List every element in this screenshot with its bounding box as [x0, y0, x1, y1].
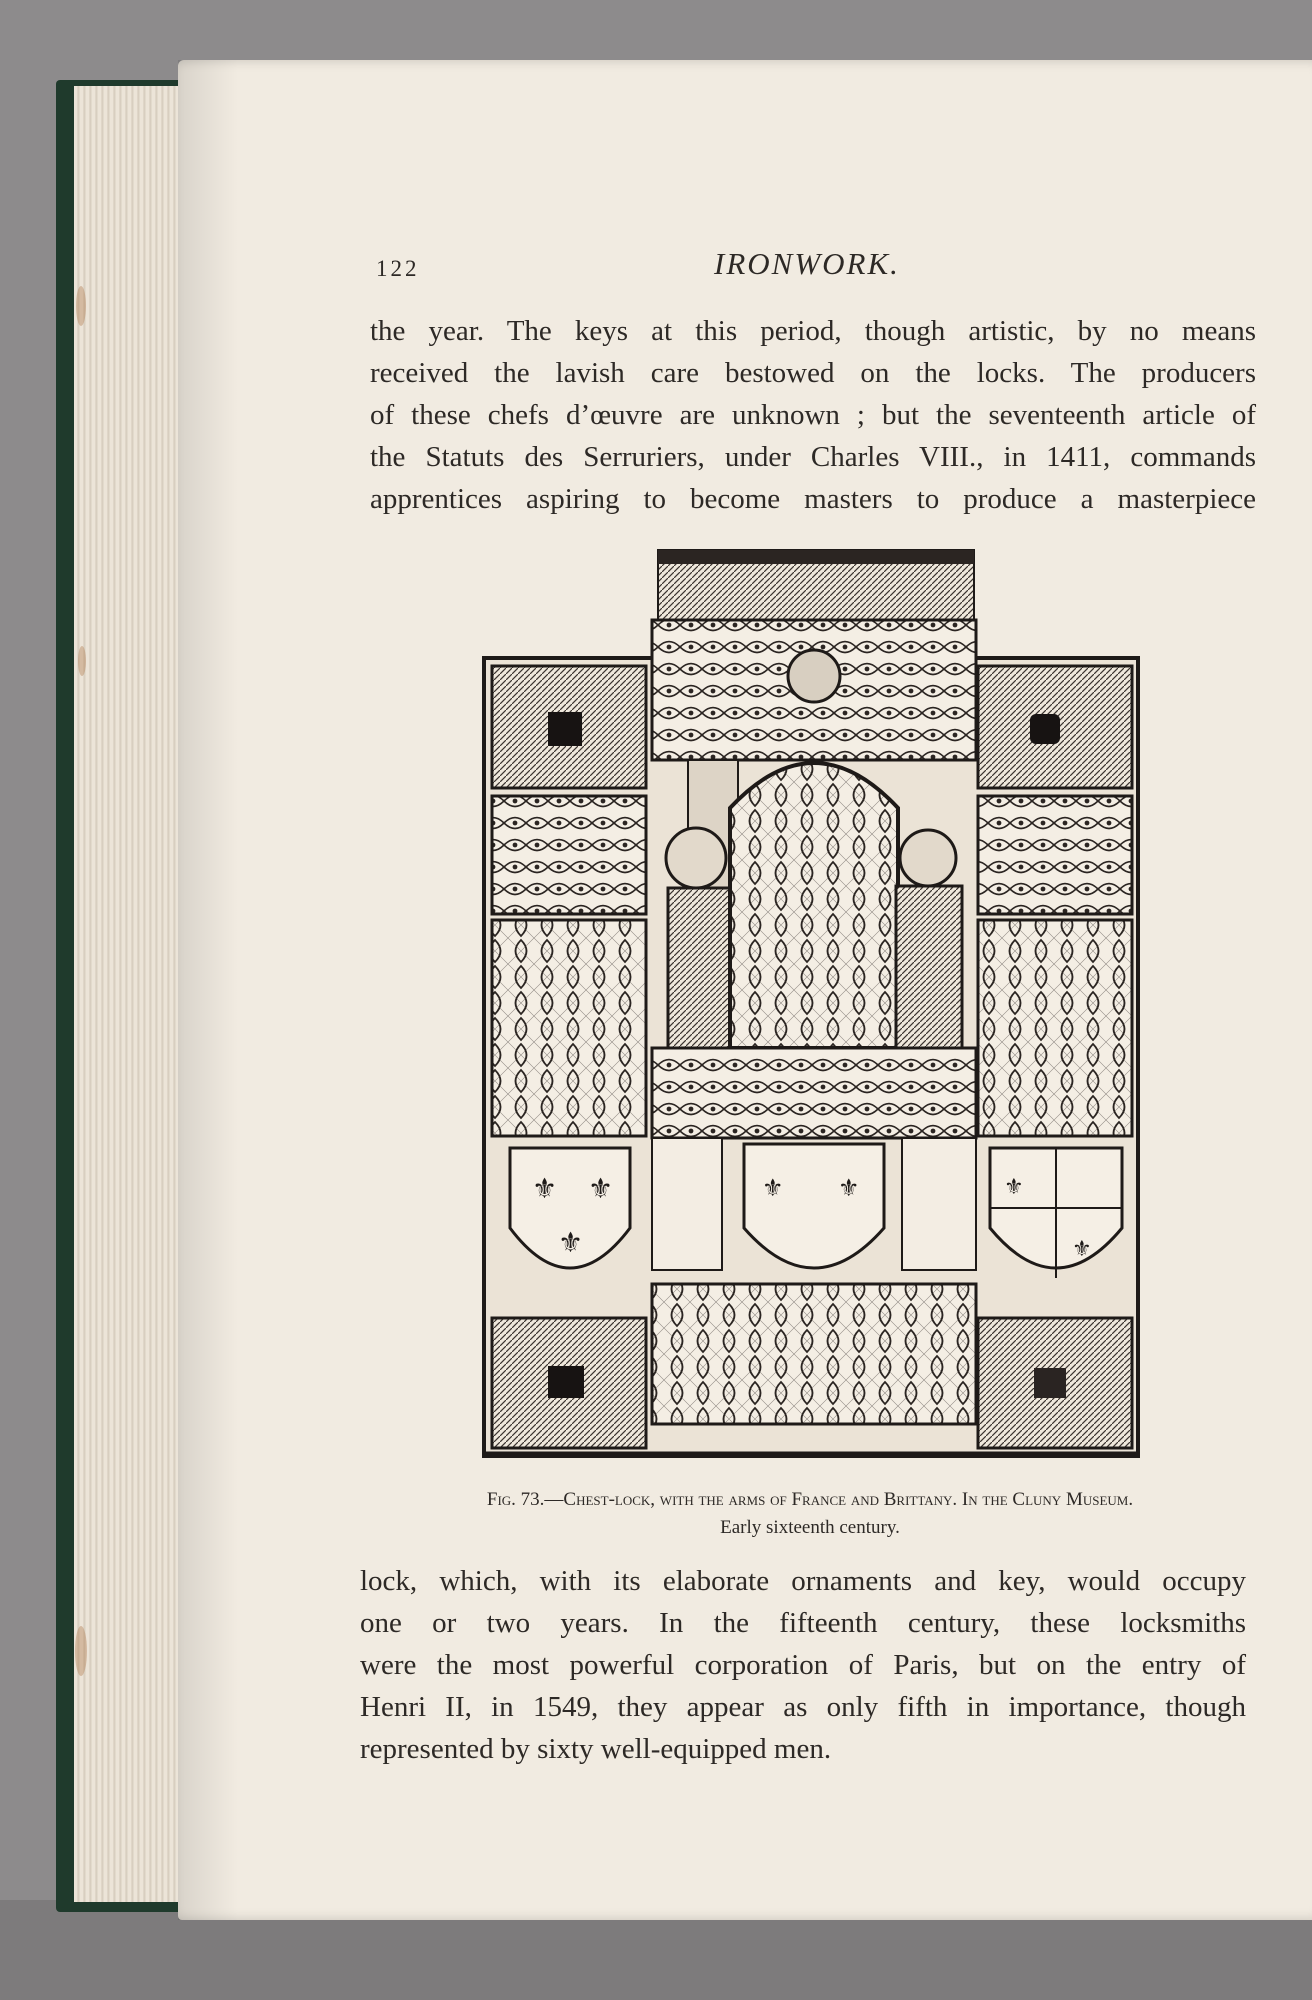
gutter-shadow — [178, 60, 238, 1920]
right-column — [978, 666, 1132, 1448]
text-line: Henri II, in 1549, they appear as only fifth in importance, though — [360, 1691, 1246, 1723]
center-column — [652, 620, 976, 1424]
chest-lock-illustration — [482, 548, 1140, 1460]
svg-text:⚜: ⚜ — [532, 1172, 558, 1205]
svg-text:⚜: ⚜ — [1072, 1237, 1092, 1262]
keyhole — [548, 712, 582, 746]
keyhole — [1034, 1368, 1066, 1398]
text-line: of these chefs d’œuvre are unknown ; but the seventeenth article of — [370, 399, 1256, 431]
paragraph-top — [370, 310, 1256, 520]
page-edges — [74, 86, 184, 1902]
saint-figure-body — [668, 888, 730, 1058]
cornice — [658, 550, 974, 620]
text-line: apprentices aspiring to become masters to produce a masterpiece — [370, 483, 1256, 515]
saint-figure-body — [896, 886, 962, 1066]
left-column — [492, 666, 646, 1448]
svg-text:⚜: ⚜ — [558, 1226, 584, 1259]
figure-caption — [370, 1486, 1250, 1542]
keyhole — [548, 1366, 584, 1398]
arms-shield-center — [744, 1144, 884, 1268]
svg-text:⚜: ⚜ — [838, 1174, 860, 1202]
caption-line: Early sixteenth century. — [720, 1517, 900, 1538]
page-number: 122 — [376, 256, 420, 281]
text-line: lock, which, with its elaborate ornaments and key, would occupy — [360, 1565, 1246, 1597]
svg-text:⚜: ⚜ — [1004, 1175, 1024, 1200]
keyhole — [1030, 714, 1060, 744]
foxing-stain — [78, 646, 86, 676]
text-line: the Statuts des Serruriers, under Charles VIII., in 1411, commands — [370, 441, 1256, 473]
text-line: one or two years. In the fifteenth century, these locksmiths — [360, 1607, 1246, 1639]
saint-figure-head — [900, 830, 956, 886]
carved-head — [788, 650, 840, 702]
paragraph-bottom — [360, 1560, 1246, 1770]
svg-text:⚜: ⚜ — [762, 1174, 784, 1202]
text-line: represented by sixty well-equipped men. — [360, 1733, 832, 1765]
text-line: were the most powerful corporation of Paris, but on the entry of — [360, 1649, 1246, 1681]
foxing-stain — [75, 1626, 87, 1676]
central-arch-window — [730, 763, 898, 1048]
running-head: IRONWORK. — [714, 246, 900, 281]
text-line: received the lavish care bestowed on the locks. The producers — [370, 357, 1256, 389]
caption-line: Fig. 73.—Chest-lock, with the arms of France and Brittany. In the Cluny Museum. — [486, 1489, 1134, 1510]
foxing-stain — [76, 286, 86, 326]
svg-text:⚜: ⚜ — [588, 1172, 614, 1205]
saint-figure-head — [666, 828, 726, 888]
text-line: the year. The keys at this period, though artistic, by no means — [370, 315, 1256, 347]
